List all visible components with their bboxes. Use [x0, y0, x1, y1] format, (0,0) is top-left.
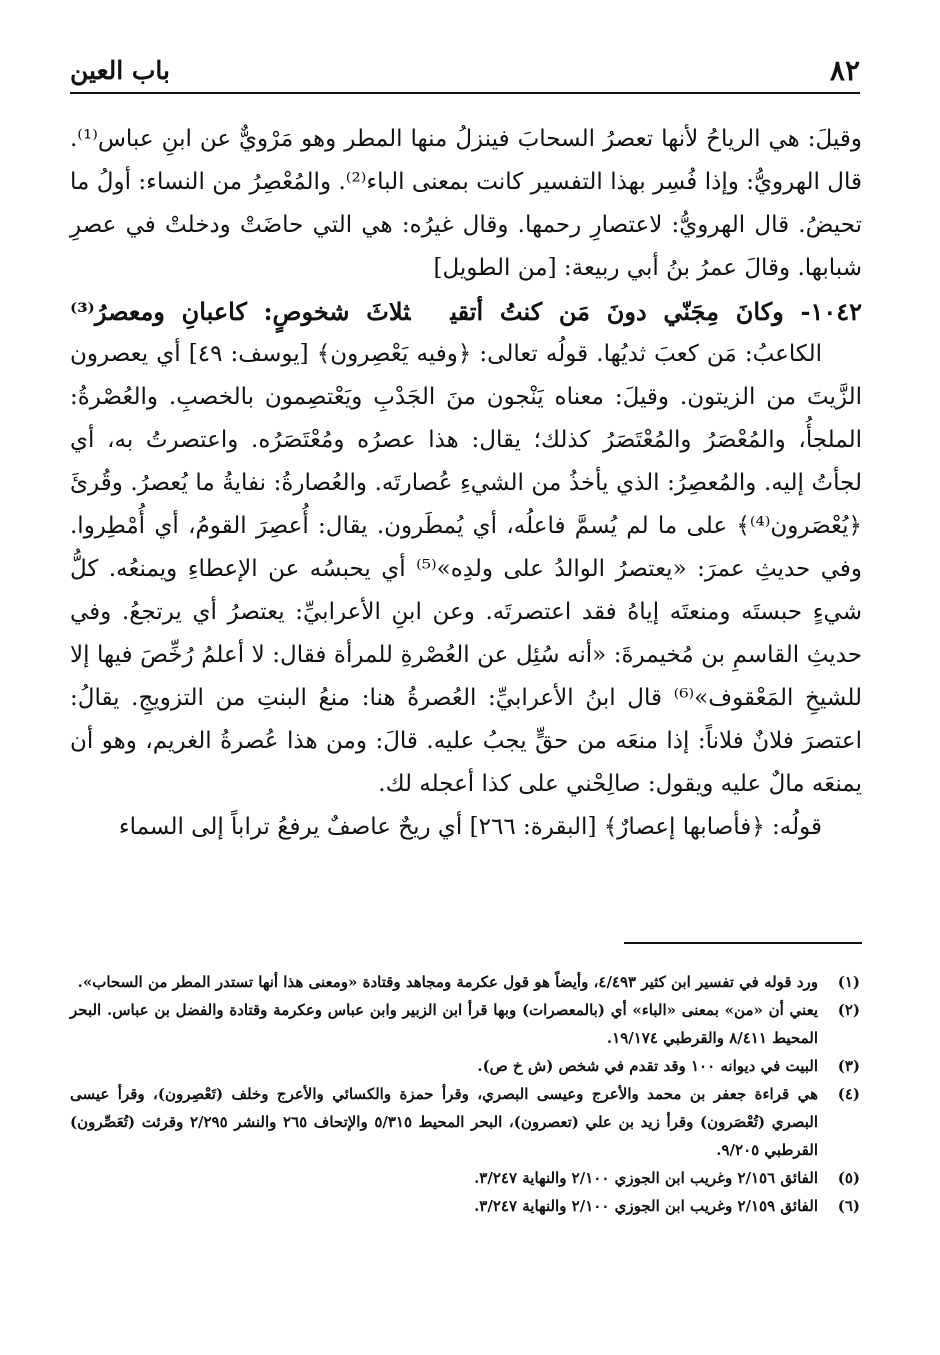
footnote-item	[70, 1192, 860, 1220]
footnote-number: (٥)	[837, 1169, 860, 1187]
footnote-separator	[624, 942, 862, 944]
footnote-item	[70, 1052, 860, 1080]
footnote-text: الفائق ٢/١٥٩ وغريب ابن الجوزي ٢/١٠٠ والنهاية ٣/٢٤٧.	[474, 1197, 818, 1215]
footnote-item	[70, 996, 860, 1052]
footnote-item	[70, 968, 860, 996]
footnote-number: (٣)	[837, 1057, 860, 1075]
page-number: ٨٢	[829, 54, 860, 87]
verse-number: ١٠٤٢-	[783, 297, 862, 326]
footnote-text: الفائق ٢/١٥٦ وغريب ابن الجوزي ٢/١٠٠ والنهاية ٣/٢٤٧.	[474, 1169, 818, 1187]
footnote-text: البيت في ديوانه ١٠٠ وقد تقدم في شخص (ش خ ص).	[477, 1057, 818, 1075]
paragraph-2: الكاعبُ: مَن كعبَ ثديُها. قولُه تعالى: ﴿وفيه يَعْصِرون﴾ [يوسف: ٤٩] أي يعصرون الزَّيتَ من الزيتون. وقيلَ: معناه يَنْجون منَ الجَدْبِ ويَعْتصِمون بالخصبِ. والعُصْرةُ: الملجأُ، والمُعْصَرُ والمُعْتَصَرُ كذلك؛ يقال: هذا عصرُه ومُعْتَصَرُه. واعتصرتُ به، أي لجأتُ إليه. والمُعصِرُ: الذي يأخذُ من الشيءِ عُصارتَه. والعُصارةُ: نفايةُ ما يُعصرُ. وقُرئَ ﴿يُعْصَرون⁽⁴⁾﴾ على ما لم يُسمَّ فاعلُه، أي يُمطَرون. يقال: أُعصِرَ القومُ، أي أُمْطِروا. وفي حديثِ عمرَ: «يعتصرُ الوالدُ على ولدِه»⁽⁵⁾ أي يحبسُه عن الإعطاءِ ويمنعُه. كلُّ شيءٍ حبستَه ومنعتَه إياهُ فقد اعتصرتَه. وعن ابنِ الأعرابيِّ: يعتصرُ أي يرتجعُ. وفي حديثِ القاسمِ بن مُخيمرةَ: «أنه سُئِل عن العُصْرةِ للمرأة فقال: لا أعلمُ رُخِّصَ فيها إلا للشيخِ المَعْقوف»⁽⁶⁾ قال ابنُ الأعرابيِّ: العُصرةُ هنا: منعُ البنتِ من التزويجِ. يقالُ: اعتصرَ فلانٌ فلاناً: إذا منعَه من حقٍّ يجبُ عليه. قالَ: ومن هذا عُصرةُ الغريم، وهو أن يمنعَه مالٌ عليه ويقول: صالِحْني على كذا أعجله لك.	[70, 341, 862, 797]
footnote-number: (١)	[837, 973, 860, 991]
footnotes	[70, 968, 860, 1220]
paragraph-3: قولُه: ﴿فأصابها إعصارٌ﴾ [البقرة: ٢٦٦] أي ريحٌ عاصفٌ يرفعُ تراباً إلى السماء	[118, 814, 822, 840]
running-head: باب العين	[70, 56, 171, 85]
verse-hemistich-1: وكانَ مِجَنّي دونَ مَن كنتُ أتقي	[450, 297, 784, 326]
footnote-number: (٢)	[837, 1001, 860, 1019]
footnote-text: هي قراءة جعفر بن محمد والأعرج وعيسى البصري، وقرأ حمزة والكسائي والأعرج وخلف (تَعْصِرون)، وقرأ عيسى البصري (تُعْصَرون) وقرأ زيد بن علي (تعصرون)، البحر المحيط ٥/٣١٥ والإتحاف ٢٦٥ والنشر ٢/٢٩٥ وقرئت (تُعَصِّرون) القرطبي ٩/٢٠٥.	[70, 1085, 819, 1159]
footnote-text: يعني أن «من» بمعنى «الباء» أي (بالمعصرات) وبها قرأ ابن الزبير وابن عباس وعكرمة وقتادة والفضل بن عباس. البحر المحيط ٨/٤١١ والقرطبي ١٩/١٧٤.	[70, 1001, 818, 1047]
footnote-text: ورد قوله في تفسير ابن كثير ٤/٤٩٣، وأيضاً هو قول عكرمة ومجاهد وقتادة «ومعنى هذا أنها تستدر المطر من السحاب».	[77, 973, 818, 991]
main-text	[70, 118, 862, 849]
footnote-item	[70, 1164, 860, 1192]
footnote-number: (٦)	[837, 1197, 860, 1215]
poetry-verse	[70, 290, 862, 333]
page-header	[70, 52, 860, 94]
paragraph-1: وقيلَ: هي الرياحُ لأنها تعصرُ السحابَ فينزلُ منها المطر وهو مَرْويٌّ عن ابنِ عباس⁽¹⁾. قال الهرويُّ: وإذا فُسِر بهذا التفسير كانت بمعنى الباء⁽²⁾. والمُعْصِرُ من النساء: أولُ ما تحيضُ. قال الهرويُّ: لاعتصارِ رحمها. وقال غيرُه: هي التي حاضَتْ ودخلتْ في عصرِ شبابها. وقالَ عمرُ بنُ أبي ربيعة: [من الطويل]	[70, 126, 862, 281]
footnote-item	[70, 1080, 860, 1164]
verse-hemistich-2: ثلاثَ شخوصٍ: كاعبانِ ومعصرُ⁽³⁾	[70, 297, 411, 326]
footnote-number: (٤)	[837, 1085, 860, 1103]
